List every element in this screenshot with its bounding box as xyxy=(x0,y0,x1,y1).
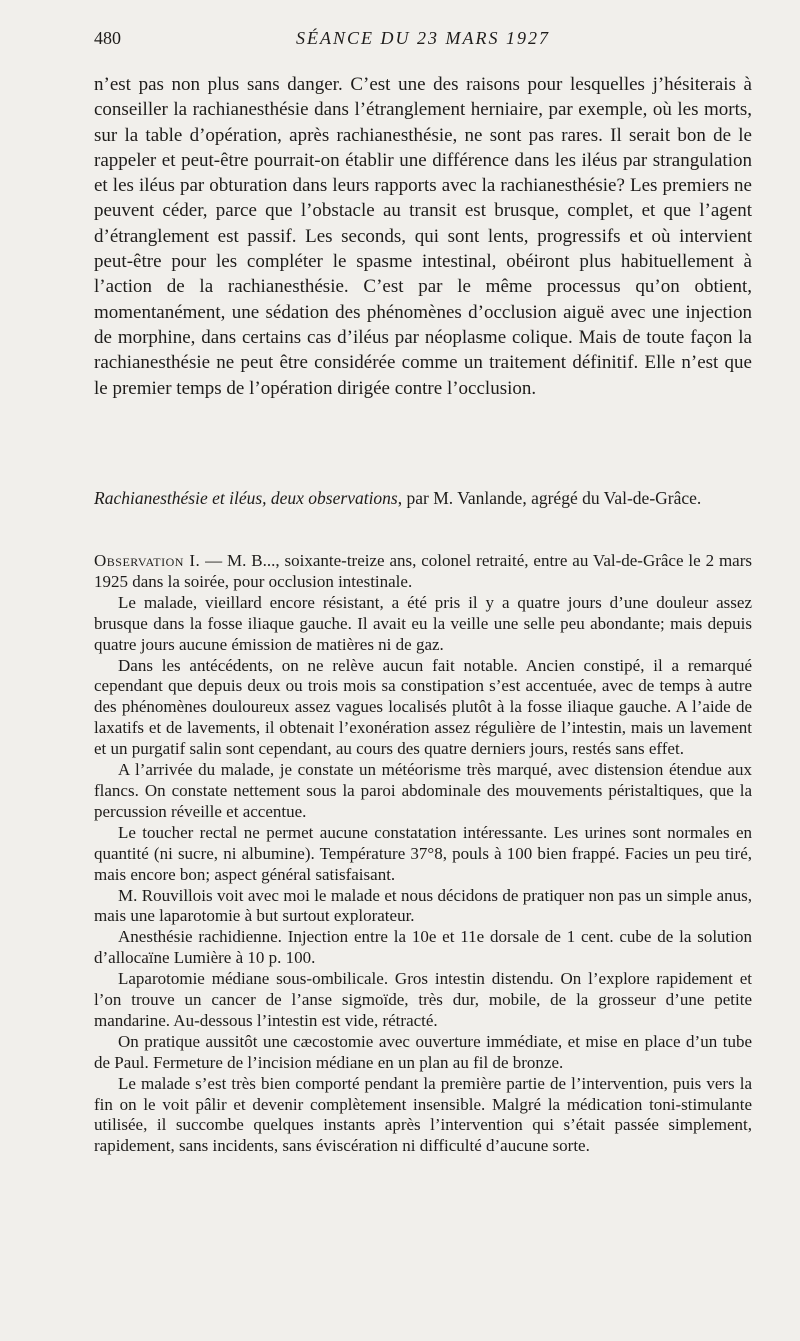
observation-intro-paragraph xyxy=(94,551,752,593)
observation-label: Observation I. xyxy=(94,551,201,570)
page-number: 480 xyxy=(94,28,121,48)
observation-intro: — M. B..., soixante-treize ans, colonel retraité, entre au Val-de-Grâce le 2 mars 1925 dans la soirée, pour occlusion intestinale. xyxy=(94,551,753,591)
observation-paragraph: On pratique aussitôt une cæcostomie avec ouverture immédiate, et mise en place d’un tube de Paul. Fermeture de l’incision médiane en un plan au fil de bronze. xyxy=(94,1031,752,1072)
observation-paragraph: Le malade s’est très bien comporté pendant la première partie de l’intervention, puis vers la fin on le voit pâlir et devenir complètement insensible. Malgré la médication toni-stimulante utilisée, il succombe quelques instants après l’intervention qui s’était passée simplement, rapidement, sans incidents, sans éviscération ni difficulté d’aucune sorte. xyxy=(94,1073,752,1156)
article-heading xyxy=(94,487,752,510)
running-title: SÉANCE DU 23 MARS 1927 xyxy=(296,28,550,48)
observation-paragraph: A l’arrivée du malade, je constate un météorisme très marqué, avec distension étendue aux flancs. On constate nettement sous la paroi abdominale des mouvements péristaltiques, que la percussion réveille et accentue. xyxy=(94,760,752,821)
observation-paragraph: Le malade, vieillard encore résistant, a été pris il y a quatre jours d’une douleur assez brusque dans la fosse iliaque gauche. Il avait eu la veille une selle peu abondante; mais depuis quatre jours aucune émission de matières ni de gaz. xyxy=(94,592,752,654)
article-byline: , par M. Vanlande, agrégé du Val-de-Grâce. xyxy=(397,488,702,508)
observation-paragraph: Dans les antécédents, on ne relève aucun fait notable. Ancien constipé, il a remarqué cependant que depuis deux ou trois mois sa constipation s’est accentuée, avec de temps à autre des phénomènes douloureux assez vagues localisés plutôt à la fosse iliaque gauche. A l’aide de laxatifs et de lavements, il obtenait l’exonération assez régulière de l’intestin, mais un lavement et un purgatif salin sont cependant, au cours des quatre derniers jours, restés sans effet. xyxy=(94,655,752,759)
observation-paragraph: Laparotomie médiane sous-ombilicale. Gros intestin distendu. On l’explore rapidement et l’on trouve un cancer de l’anse sigmoïde, très dur, mobile, de la grosseur d’une petite mandarine. Au-dessous l’intestin est vide, rétracté. xyxy=(94,969,752,1030)
running-header xyxy=(94,28,752,52)
continuation-section xyxy=(94,72,752,401)
observation-paragraph: Le toucher rectal ne permet aucune constatation intéressante. Les urines sont normales en quantité (ni sucre, ni albumine). Température 37°8, pouls à 100 bien frappé. Facies un peu tiré, mais encore bon; aspect général satisfaisant. xyxy=(94,822,752,884)
observation-section xyxy=(94,551,752,1157)
observation-paragraph: Anesthésie rachidienne. Injection entre la 10e et 11e dorsale de 1 cent. cube de la solution d’allocaïne Lumière à 10 p. 100. xyxy=(94,927,752,968)
continuation-paragraph: n’est pas non plus sans danger. C’est une des raisons pour lesquelles j’hésiterais à conseiller la rachianesthésie dans l’étranglement herniaire, par exemple, où les morts, sur la table d’opération, après rachianesthésie, ne sont pas rares. Il serait bon de le rappeler et peut-être pourrait-on établir une différence dans les iléus par strangulation et les iléus par obturation dans leurs rapports avec la rachianesthésie? Les premiers ne peuvent céder, parce que l’obstacle au transit est brusque, complet, et que l’agent d’étranglement est passif. Les seconds, qui sont lents, progressifs et où intervient peut-être pour les compléter le spasme intestinal, obéiront plus habituellement à l’action de la rachianesthésie. C’est par le même processus qu’on obtient, momentanément, une sédation des phénomènes d’occlusion aiguë avec une injection de morphine, dans certains cas d’iléus par néoplasme colique. Mais de toute façon la rachianesthésie ne peut être considérée comme un traitement définitif. Elle n’est que le premier temps de l’opération dirigée contre l’occlusion. xyxy=(94,74,752,399)
observation-paragraph: M. Rouvillois voit avec moi le malade et nous décidons de pratiquer non pas un simple anus, mais une laparotomie à but surtout explorateur. xyxy=(94,885,752,926)
article-title: Rachianesthésie et iléus, deux observations xyxy=(94,488,398,508)
